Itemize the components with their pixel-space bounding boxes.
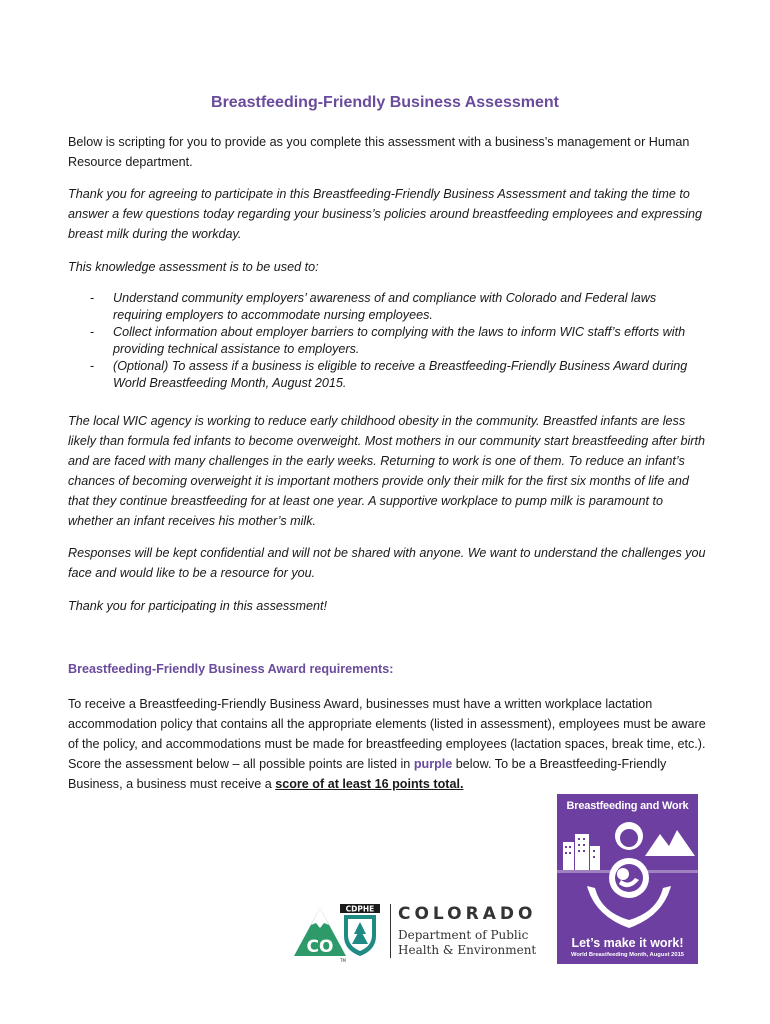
thank-you-agree-paragraph: Thank you for agreeing to participate in this Breastfeeding-Friendly Business Assessment and taking the time to answer a few questions today regarding your business’s policies around breastfeeding employees and expressing breast milk during the workday. — [68, 187, 703, 241]
mother-baby-illustration-icon — [557, 816, 698, 934]
co-mark: CO — [306, 937, 334, 957]
confidentiality-paragraph: Responses will be kept confidential and will not be shared with anyone. We want to understand the challenges you face and would like to be a resource for you. — [68, 546, 706, 580]
building-shape — [563, 842, 574, 870]
page-title: Breastfeeding-Friendly Business Assessment — [211, 94, 559, 111]
poster-slogan: Let’s make it work! — [571, 936, 684, 950]
bullet-dash: - — [90, 291, 95, 305]
score-requirement: score of at least 16 points total. — [275, 777, 464, 791]
baby-head-shape — [617, 868, 629, 880]
bullet-dash: - — [90, 325, 95, 339]
bullet-dash: - — [90, 359, 95, 373]
award-text-start: To receive a Breastfeeding-Friendly Business Award, businesses must have a written workplace lactation accommodation policy that contains all the appropriate elements (listed in assessment), employees must be aware of the policy, and accommodations must be made for breastfeeding employees (lactation spaces, break time, etc.). Score the assessment below – all possible points are listed in — [68, 697, 706, 771]
cdphe-logo — [290, 900, 540, 964]
list-item-text: (Optional) To assess if a business is eligible to receive a Breastfeeding-Friendly Business Award during World Breastfeeding Month, August 2015. — [113, 359, 688, 390]
award-requirements-heading: Breastfeeding-Friendly Business Award requirements: — [68, 662, 394, 676]
cdphe-badge-text: CDPHE — [345, 904, 375, 914]
logo-department-text — [398, 928, 536, 958]
list-item-text: Collect information about employer barriers to complying with the laws to inform WIC staff’s efforts with providing technical assistance to employers. — [113, 325, 686, 356]
poster-footer: World Breastfeeding Month, August 2015 — [570, 952, 685, 958]
award-requirements-paragraph — [68, 694, 708, 794]
purpose-list — [68, 290, 708, 392]
knowledge-lead-text: This knowledge assessment is to be used to: — [68, 260, 319, 274]
list-item — [68, 324, 708, 358]
poster-title: Breastfeeding and Work — [566, 800, 689, 812]
mountain-shape — [645, 830, 695, 856]
purple-word: purple — [413, 757, 453, 771]
logo-dept-line1: Department of Public — [398, 928, 529, 942]
logo-colorado-text: COLORADO — [398, 904, 537, 924]
wic-paragraph: The local WIC agency is working to reduce early childhood obesity in the community. Breastfed infants are less likely than formula fed infants to become overweight. Most mothers in our community start breastfeeding after birth and are faced with many challenges in the early weeks. Returning to work is one of them. To reduce an infant’s chances of becoming overweight it is important mothers provide only their milk for the first six months of life and that they continue breastfeeding for at least one year. A supportive workplace to pump milk is paramount to whether an infant receives his mother’s milk. — [68, 414, 705, 528]
logo-dept-line2: Health & Environment — [398, 943, 537, 957]
award-text-middle: below. To be a Breastfeeding-Friendly Business, a business must receive a — [68, 757, 667, 791]
logo-divider — [390, 904, 391, 958]
thank-you-participating: Thank you for participating in this assessment! — [68, 599, 327, 613]
mother-face-shape — [620, 829, 638, 847]
list-item-text: Understand community employers’ awareness of and compliance with Colorado and Federal laws requiring employers to accommodate nursing employees. — [113, 291, 657, 322]
trademark-mark: TM — [340, 958, 346, 963]
list-item — [68, 358, 708, 392]
intro-paragraph: Below is scripting for you to provide as you complete this assessment with a business’s management or Human Resource department. — [68, 135, 690, 169]
list-item — [68, 290, 708, 324]
breastfeeding-work-poster — [557, 794, 698, 964]
building-shape — [575, 834, 589, 870]
cdphe-emblem-icon — [290, 900, 390, 964]
